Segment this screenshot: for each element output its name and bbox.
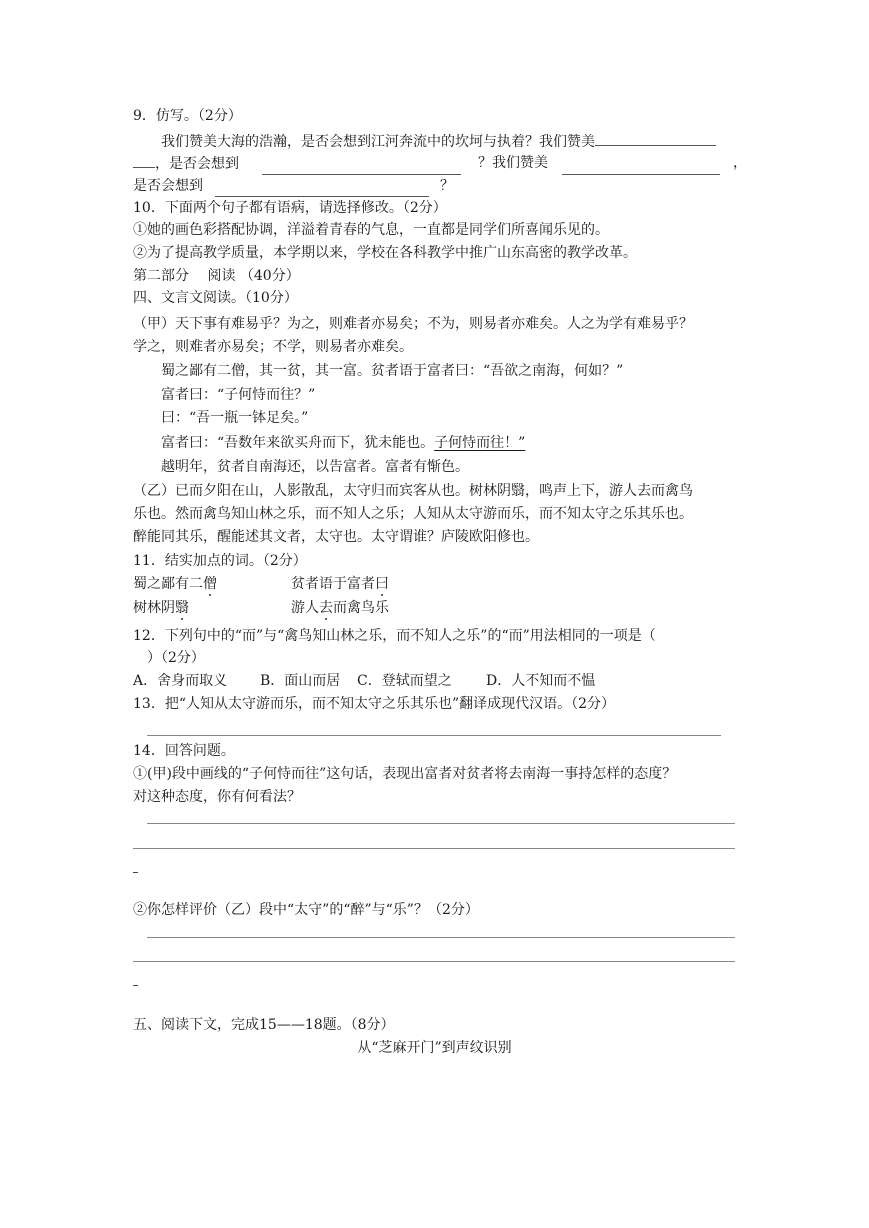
q11-dotted-word-a: 僧 — [203, 576, 217, 592]
q9-line2-a: ，是否会想到 — [155, 156, 239, 172]
jia-p1a: （甲）天下事有难易乎？为之，则难者亦易矣；不为，则易者亦难矣。人之为学有难易乎？ — [133, 316, 693, 332]
q9-line3-b: ？ — [440, 178, 454, 194]
q14-sub2-answer-line-2[interactable] — [133, 961, 735, 962]
q9-blank-4[interactable] — [215, 182, 429, 197]
q11-dotted-word-b: 曰 — [375, 576, 389, 592]
q12-stem-line1: 12．下列句中的“而”与“禽鸟知山林之乐，而不知人之乐”的“而”用法相同的一项是（ — [133, 628, 656, 644]
section4-heading: 四、文言文阅读。（10分） — [133, 290, 298, 306]
q12-option-d[interactable]: D．人不知而不愠 — [486, 673, 596, 689]
part2-heading: 第二部分 阅读 （40分） — [133, 268, 300, 284]
q9-line2-b: ？我们赞美 — [478, 155, 548, 171]
q11-dotted-word-c: 翳 — [175, 600, 189, 616]
q12-option-c[interactable]: C．登轼而望之 — [357, 673, 452, 689]
q11-item-d — [291, 598, 389, 618]
q9-line1-text: 我们赞美大海的浩瀚，是否会想到江河奔流中的坎坷与执着？我们赞美 — [161, 134, 595, 150]
q14-sub2-answer-line-3[interactable] — [133, 985, 138, 986]
jia-p2: 蜀之鄙有二僧，其一贫，其一富。贫者语于富者曰：“吾欲之南海，何如？” — [161, 363, 624, 379]
q9-blank-3[interactable] — [562, 160, 720, 175]
q9-line1 — [161, 131, 716, 152]
q12-option-b[interactable]: B．面山而居 — [260, 673, 341, 689]
q9-blank-1[interactable] — [595, 131, 716, 146]
jia-p3: 富者曰：“子何恃而往？” — [161, 387, 316, 403]
q12-stem-line2: ）（2分） — [147, 650, 205, 666]
q14-sub2-answer-line-1[interactable] — [147, 937, 735, 938]
q10-sentence-1: ①她的画色彩搭配协调，洋溢着青春的气息，一直都是同学们所喜闻乐见的。 — [133, 222, 609, 238]
q11-item-c — [133, 598, 189, 618]
yi-line3: 醉能同其乐，醒能述其文者，太守也。太守谓谁？庐陵欧阳修也。 — [133, 529, 539, 545]
q9-line2 — [133, 153, 239, 174]
q11-dotted-word-d: 去 — [319, 600, 333, 616]
q12-option-a[interactable]: A．舍身而取义 — [133, 673, 228, 689]
article-title: 从“芝麻开门”到声纹识别 — [357, 1040, 512, 1056]
jia-p1b: 学之，则难者亦易矣；不学，则易者亦难矣。 — [133, 339, 413, 355]
q9-title: 9．仿写。（2分） — [133, 108, 242, 124]
q13-title: 13．把“人知从太守游而乐，而不知太守之乐其乐也”翻译成现代汉语。（2分） — [133, 696, 616, 712]
q14-sub2: ②你怎样评价（乙）段中“太守”的“醉”与“乐”？（2分） — [133, 902, 479, 918]
q11-item-a-text: 蜀之鄙有二 — [133, 576, 203, 592]
jia-p5-a: 富者曰：“吾数年来欲买舟而下，犹未能也。 — [161, 435, 435, 451]
q14-sub1-line2: 对这种态度，你有何看法？ — [133, 789, 301, 805]
q9-line2-c: ， — [733, 155, 747, 171]
q11-item-d-text: 游人 — [291, 600, 319, 616]
jia-p5 — [161, 433, 525, 453]
q14-sub1-answer-line-1[interactable] — [147, 823, 735, 824]
q13-answer-line[interactable] — [147, 735, 721, 736]
q9-blank-1-cont[interactable] — [133, 153, 155, 168]
q10-sentence-2: ②为了提高教学质量，本学期以来，学校在各科教学中推广山东高密的教学改革。 — [133, 245, 637, 261]
yi-line2: 乐也。然而禽鸟知山林之乐，而不知人之乐；人知从太守游而乐，而不知太守之乐其乐也。 — [133, 506, 693, 522]
yi-line1: （乙）已而夕阳在山，人影散乱，太守归而宾客从也。树林阴翳，鸣声上下，游人去而禽鸟 — [133, 483, 693, 499]
q14-sub1-line1: ①(甲)段中画线的“子何恃而往”这句话，表现出富者对贫者将去南海一事持怎样的态度？ — [133, 766, 677, 782]
q14-title: 14．回答问题。 — [133, 743, 235, 759]
q11-item-c-text: 树林阴 — [133, 600, 175, 616]
q11-item-b — [291, 574, 389, 594]
q10-title: 10．下面两个句子都有语病，请选择修改。（2分） — [133, 200, 447, 216]
q11-title: 11．结实加点的词。（2分） — [133, 553, 307, 569]
q9-blank-2[interactable] — [262, 160, 461, 175]
q11-item-b-text: 贫者语于富者 — [291, 576, 375, 592]
jia-p4: 曰：“吾一瓶一钵足矣。” — [161, 410, 309, 426]
section5-heading: 五、阅读下文，完成15——18题。（8分） — [133, 1017, 395, 1033]
q14-sub1-answer-line-2[interactable] — [133, 848, 735, 849]
q14-sub1-answer-line-3[interactable] — [133, 872, 138, 873]
q11-item-a — [133, 574, 217, 594]
q9-line3-a: 是否会想到 — [133, 178, 203, 194]
jia-underlined-sentence: 子何恃而往！” — [434, 435, 526, 451]
q11-item-d-tail: 而禽鸟乐 — [333, 600, 389, 616]
jia-p6: 越明年，贫者自南海还，以告富者。富者有惭色。 — [161, 459, 469, 475]
